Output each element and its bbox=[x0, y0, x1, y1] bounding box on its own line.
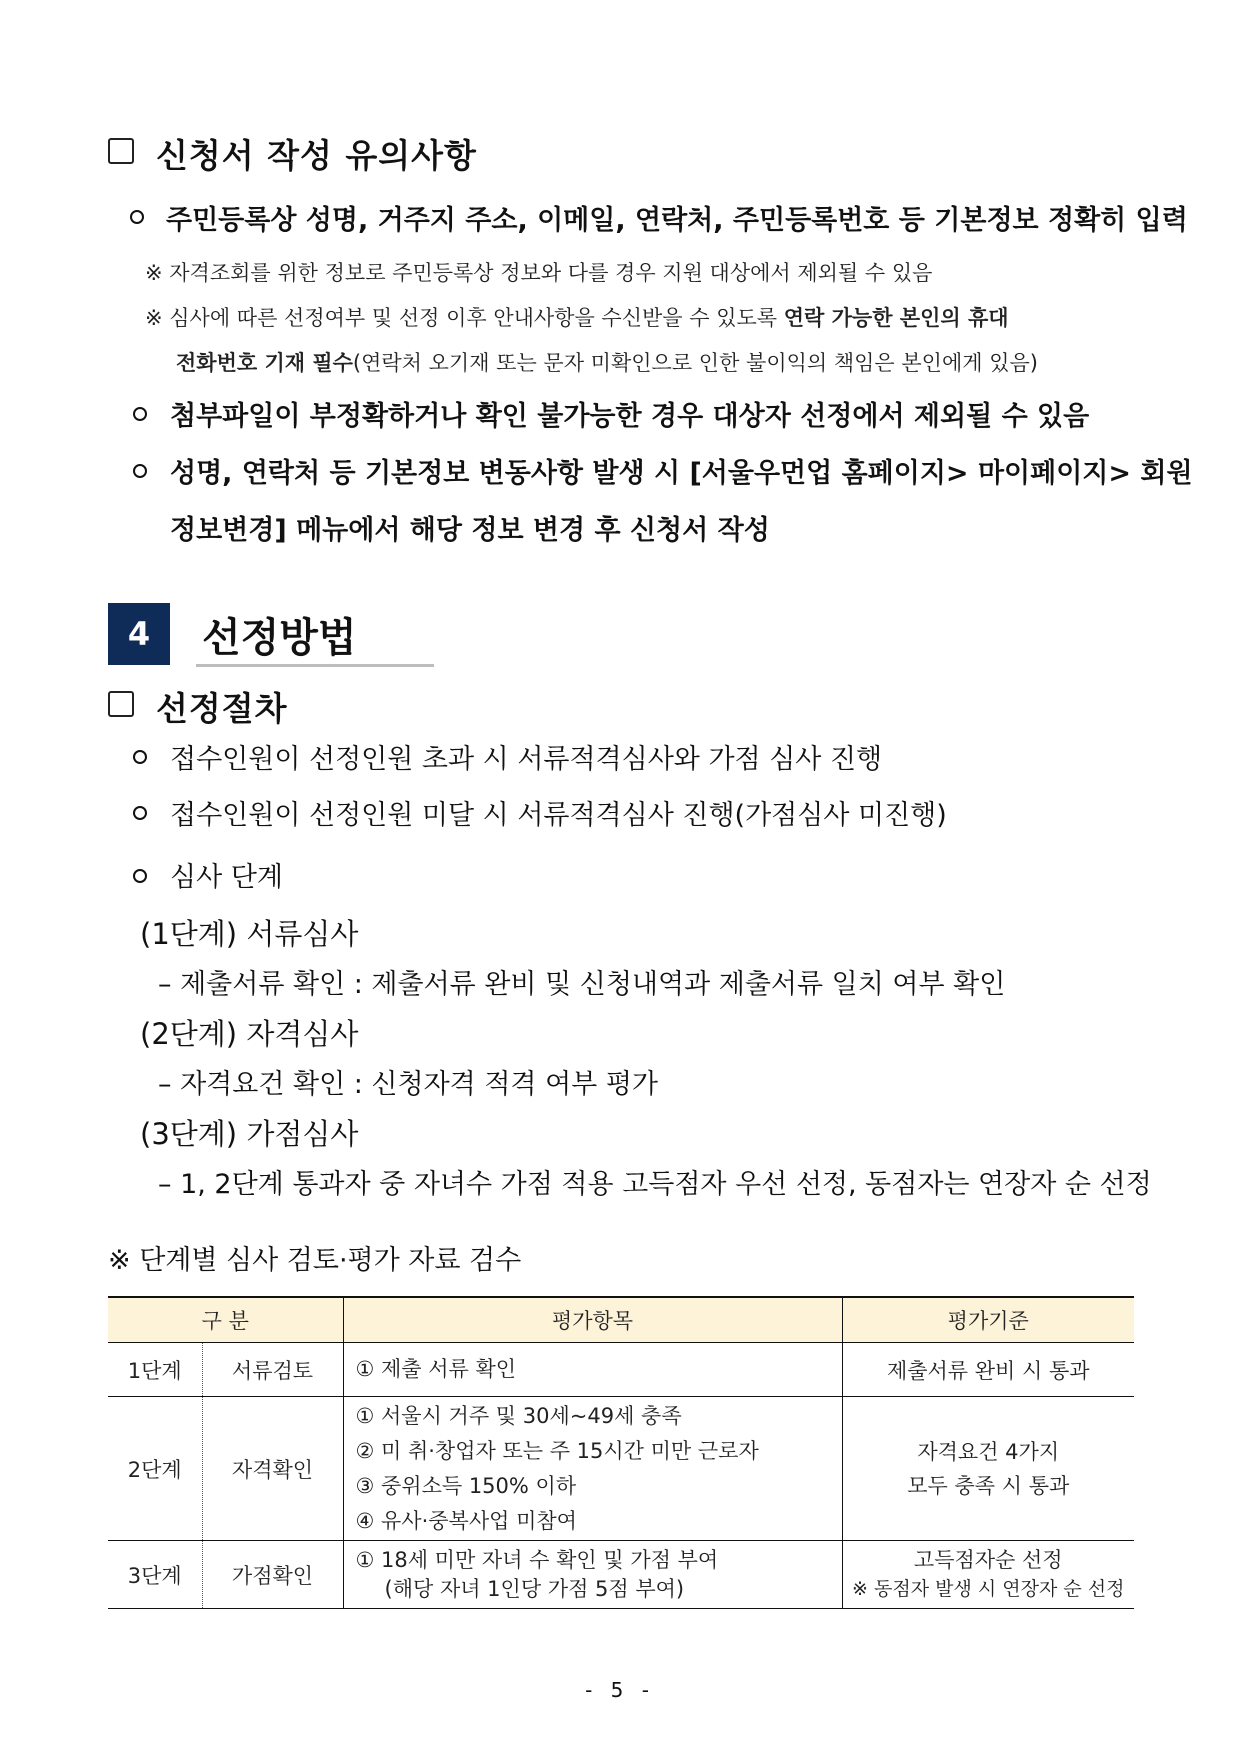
stage-name-cell: 가점확인 bbox=[202, 1541, 343, 1609]
bullet-circle-icon bbox=[133, 407, 147, 421]
checkbox-square-icon bbox=[108, 691, 134, 717]
table-row bbox=[108, 1541, 1134, 1609]
precautions-note-2-cont bbox=[176, 347, 1038, 377]
precautions-heading: 신청서 작성 유의사항 bbox=[156, 136, 477, 175]
checkbox-square-icon bbox=[108, 138, 134, 164]
note-2-text-a: ※ 심사에 따른 선정여부 및 선정 이후 안내사항을 수신받을 수 있도록 bbox=[145, 306, 784, 330]
step-3-title: (3단계) 가점심사 bbox=[140, 1117, 359, 1151]
item-line: ④ 유사·중복사업 미참여 bbox=[355, 1508, 577, 1533]
table-header-row bbox=[108, 1297, 1134, 1343]
item-line: (해당 자녀 1인당 가점 5점 부여) bbox=[384, 1576, 685, 1601]
note-2-text-c: 전화번호 기재 필수 bbox=[176, 351, 353, 375]
procedure-bullet-1: 접수인원이 선정인원 초과 시 서류적격심사와 가점 심사 진행 bbox=[170, 744, 883, 775]
stage-name-cell: 자격확인 bbox=[202, 1397, 343, 1541]
evaluation-table bbox=[108, 1296, 1134, 1609]
criteria-line: 모두 충족 시 통과 bbox=[907, 1473, 1070, 1498]
step-2-detail: – 자격요건 확인 : 신청자격 적격 여부 평가 bbox=[158, 1069, 658, 1100]
bullet-circle-icon bbox=[133, 869, 147, 883]
section-underline bbox=[196, 664, 434, 667]
step-1-detail: – 제출서류 확인 : 제출서류 완비 및 신청내역과 제출서류 일치 여부 확인 bbox=[158, 969, 1006, 1000]
section-title: 선정방법 bbox=[202, 615, 357, 661]
procedure-bullet-2: 접수인원이 선정인원 미달 시 서류적격심사 진행(가점심사 미진행) bbox=[170, 800, 947, 831]
precautions-bullet-1: 주민등록상 성명, 거주지 주소, 이메일, 연락처, 주민등록번호 등 기본정보 정확히 입력 bbox=[166, 205, 1188, 236]
criteria-line: 고득점자순 선정 bbox=[913, 1547, 1063, 1572]
section-number-badge: 4 bbox=[108, 603, 170, 665]
precautions-note-2 bbox=[145, 302, 1009, 332]
step-3-detail: – 1, 2단계 통과자 중 자녀수 가점 적용 고득점자 우선 선정, 동점자는 연장자 순 선정 bbox=[158, 1169, 1152, 1200]
stage-name-cell: 서류검토 bbox=[202, 1343, 343, 1397]
bullet-circle-icon bbox=[133, 806, 147, 820]
note-2-text-b: 연락 가능한 본인의 휴대 bbox=[783, 306, 1009, 330]
item-line: ① 제출 서류 확인 bbox=[355, 1357, 517, 1381]
precautions-bullet-3-line-2: 정보변경] 메뉴에서 해당 정보 변경 후 신청서 작성 bbox=[170, 515, 770, 546]
stage-cell: 1단계 bbox=[108, 1343, 202, 1397]
criteria-line: 자격요건 4가지 bbox=[917, 1439, 1060, 1464]
procedure-bullet-3: 심사 단계 bbox=[170, 862, 283, 893]
item-line: ② 미 취·창업자 또는 주 15시간 미만 근로자 bbox=[355, 1438, 759, 1463]
bullet-circle-icon bbox=[133, 750, 147, 764]
item-line: ① 서울시 거주 및 30세~49세 충족 bbox=[355, 1403, 682, 1428]
bullet-circle-icon bbox=[130, 210, 144, 224]
items-cell bbox=[343, 1541, 842, 1609]
criteria-line: ※ 동점자 발생 시 연장자 순 선정 bbox=[852, 1577, 1125, 1600]
procedure-heading: 선정절차 bbox=[156, 689, 288, 728]
item-line: ③ 중위소득 150% 이하 bbox=[355, 1473, 577, 1498]
table-row bbox=[108, 1343, 1134, 1397]
criteria-line: 제출서류 완비 시 통과 bbox=[886, 1358, 1090, 1383]
stage-cell: 2단계 bbox=[108, 1397, 202, 1541]
criteria-cell bbox=[842, 1541, 1134, 1609]
page-number: - 5 - bbox=[585, 1678, 655, 1702]
table-caption: ※ 단계별 심사 검토·평가 자료 검수 bbox=[108, 1245, 522, 1276]
criteria-cell bbox=[842, 1343, 1134, 1397]
stage-cell: 3단계 bbox=[108, 1541, 202, 1609]
header-category: 구 분 bbox=[108, 1297, 343, 1343]
item-line: ① 18세 미만 자녀 수 확인 및 가점 부여 bbox=[355, 1547, 719, 1572]
step-2-title: (2단계) 자격심사 bbox=[140, 1017, 359, 1051]
precautions-note-1: ※ 자격조회를 위한 정보로 주민등록상 정보와 다를 경우 지원 대상에서 제외될 수 있음 bbox=[145, 261, 933, 285]
items-cell bbox=[343, 1343, 842, 1397]
header-criteria: 평가기준 bbox=[842, 1297, 1134, 1343]
note-2-text-d: (연락처 오기재 또는 문자 미확인으로 인한 불이익의 책임은 본인에게 있음) bbox=[352, 351, 1038, 375]
precautions-bullet-3-line-1: 성명, 연락처 등 기본정보 변동사항 발생 시 [서울우먼업 홈페이지> 마이페이지> 회원 bbox=[170, 458, 1193, 489]
criteria-cell bbox=[842, 1397, 1134, 1541]
step-1-title: (1단계) 서류심사 bbox=[140, 917, 359, 951]
items-cell bbox=[343, 1397, 842, 1541]
table-row bbox=[108, 1397, 1134, 1541]
precautions-bullet-2: 첨부파일이 부정확하거나 확인 불가능한 경우 대상자 선정에서 제외될 수 있음 bbox=[170, 401, 1090, 432]
bullet-circle-icon bbox=[133, 464, 147, 478]
header-items: 평가항목 bbox=[343, 1297, 842, 1343]
